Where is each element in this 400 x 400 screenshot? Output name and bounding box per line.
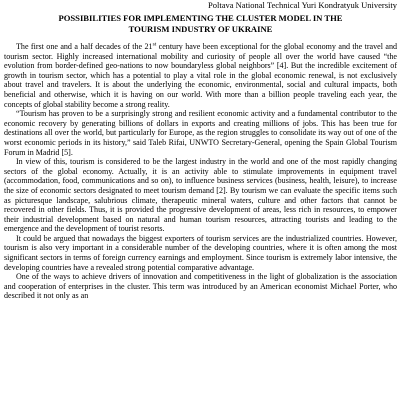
ordinal-suffix: st [152, 41, 157, 48]
article-title-line-1: POSSIBILITIES FOR IMPLEMENTING THE CLUSTER MODEL IN THE [58, 13, 343, 23]
running-head: Poltava National Technical Yuri Kondratyuk University [208, 0, 397, 10]
paragraph-4: It could be argued that nowadays the biggest exporters of tourism services are the industrialized countries. However, tourism is also very important in a considerable number of the developing countries, where it is often among the most significant sectors in terms of foreign currency earnings and employment. Since tourism is extremely labor intensive, the developing countries have a revealed strong potential comparative advantage. [4, 233, 397, 272]
paragraph-2: “Tourism has proven to be a surprisingly strong and resilient economic activity and a fundamental contributor to the economic recovery by generating billions of dollars in exports and creating millions of jobs. This has been true for destinations all over the world, but particularly for Europe, as the region struggles to consolidate its way out of one of the worst economic periods in its history,” said Taleb Rifai, UNWTO Secretary-General, opening the Spain Global Tourism Forum in Madrid [5]. [4, 109, 397, 157]
article-title-line-2: TOURISM INDUSTRY OF UKRAINE [128, 23, 273, 34]
article-title [4, 13, 397, 34]
paragraph-1-rest: century have been exceptional for the global economy and the travel and tourism sector. Highly increased international mobility and curiosity of people all over the world have caused “the evolution from border-defined geo-nations to now boundaryless global neighbors” [4]. But the incredible excitement of growth in tourism sector, which has a potential to play a vital role in the global economic renewal, is not exclusively about travel and travelers. It is about the underlying the economic, environmental, social and cultural impacts, both beneficial and otherwise, which it is having on our world. With more than a billion people traveling each year, the concepts of global stability become a strong reality. [4, 42, 397, 109]
paragraph-5: One of the ways to achieve drivers of innovation and competitiveness in the light of globalization is the association and cooperation of enterprises in the cluster. This term was introduced by an American economist Michael Porter, who described it not only as an [4, 272, 397, 301]
paragraph-1 [4, 42, 397, 109]
paragraph-1-start: The first one and a half decades of the 21 [16, 42, 153, 51]
paragraph-3: In view of this, tourism is considered to be the largest industry in the world and one of the most rapidly changing sectors of the global economy. Actually, it is an activity able to stimulate improvements in equipment travel (accommodation, food, communications and so on), to influence business services (business, health, leisure), to increase the size of economic sectors designated to meet tourism demand [2]. By tourism we can evaluate the specific items such as picturesque landscape, salubrious climate, therapeutic mineral waters, culture and other factors that cannot be recovered in other fields. Thus, it is provided the progressive development of areas, less rich in resources, to empower their industrial development based on natural and human tourism resources, attracting tourists and leading to the emergence and the development of tourist resorts. [4, 157, 397, 234]
